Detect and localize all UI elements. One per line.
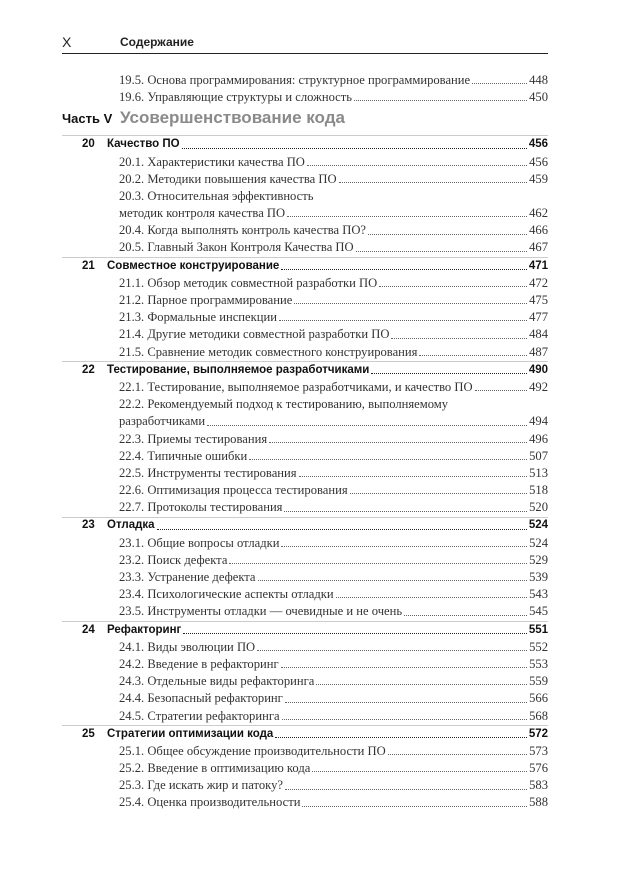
entry-title: 22.5. Инструменты тестирования	[119, 465, 297, 480]
toc-entry[interactable]	[62, 326, 548, 343]
entry-page: 475	[529, 293, 548, 308]
toc-entry[interactable]	[62, 171, 548, 188]
entry-title: 22.2. Рекомендуемый подход к тестированию, выполняемому	[119, 397, 449, 412]
toc-entry[interactable]	[62, 188, 548, 205]
entry-page: 576	[529, 761, 548, 776]
dot-leader	[350, 493, 527, 494]
entry-page: 494	[529, 414, 548, 429]
chapter-title: Тестирование, выполняемое разработчиками	[107, 363, 370, 376]
toc-entry-continuation[interactable]	[62, 413, 548, 430]
dot-leader	[472, 83, 527, 84]
toc-entry[interactable]	[62, 743, 548, 760]
dot-leader	[354, 100, 527, 101]
entry-title: 19.5. Основа программирования: структурное программирование	[119, 72, 471, 87]
dot-leader	[302, 806, 527, 807]
entry-page: 559	[529, 674, 548, 689]
entry-title: 22.1. Тестирование, выполняемое разработчиками, и качество ПО	[119, 379, 473, 394]
entry-page: 543	[529, 587, 548, 602]
dot-leader	[307, 165, 527, 166]
chapter-number: 20	[82, 138, 95, 151]
toc-entry[interactable]	[62, 309, 548, 326]
dot-leader	[285, 702, 527, 703]
dot-leader	[475, 390, 528, 391]
dot-leader	[312, 771, 527, 772]
dot-leader	[284, 511, 527, 512]
running-header	[62, 34, 548, 54]
toc-entry[interactable]	[62, 482, 548, 499]
entry-page: 492	[529, 379, 548, 394]
chapter-page: 490	[528, 363, 548, 376]
chapter-entry[interactable]	[62, 257, 548, 275]
dot-leader	[269, 442, 527, 443]
entry-title: 21.4. Другие методики совместной разработки ПО	[119, 327, 390, 342]
entry-page: 472	[529, 275, 548, 290]
chapter-entry[interactable]	[62, 621, 548, 639]
dot-leader	[379, 286, 527, 287]
chapter-number: 25	[82, 727, 95, 740]
entry-page: 545	[529, 604, 548, 619]
toc-entry[interactable]	[62, 431, 548, 448]
entry-title: 20.1. Характеристики качества ПО	[119, 154, 305, 169]
dot-leader	[419, 355, 527, 356]
dot-leader	[371, 373, 526, 374]
chapter-number: 21	[82, 259, 95, 272]
dot-leader	[258, 580, 528, 581]
entry-page: 583	[529, 778, 548, 793]
chapter-page: 456	[528, 138, 548, 151]
chapter-number: 23	[82, 519, 95, 532]
page-number: X	[62, 34, 72, 50]
entry-title: 23.3. Устранение дефекта	[119, 570, 256, 585]
toc-entry[interactable]	[62, 275, 548, 292]
entry-title: 24.5. Стратегии рефакторинга	[119, 708, 280, 723]
dot-leader	[388, 754, 527, 755]
dot-leader	[368, 234, 527, 235]
dot-leader	[229, 563, 527, 564]
entry-title: 24.1. Виды эволюции ПО	[119, 639, 256, 654]
toc-entry[interactable]	[62, 154, 548, 171]
entry-title: 24.4. Безопасный рефакторинг	[119, 691, 283, 706]
entry-page: 573	[529, 743, 548, 758]
dot-leader	[182, 148, 527, 149]
toc-entry[interactable]	[62, 552, 548, 569]
toc-entry[interactable]	[62, 344, 548, 361]
dot-leader	[275, 737, 527, 738]
part-label: Часть V	[62, 111, 113, 127]
entry-title: 24.3. Отдельные виды рефакторинга	[119, 674, 315, 689]
entry-title: 20.4. Когда выполнять контроль качества ПО?	[119, 223, 366, 238]
part-title: Усовершенствование кода	[120, 108, 345, 128]
entry-page: 588	[529, 795, 548, 810]
toc-entry[interactable]	[62, 777, 548, 794]
toc-entry[interactable]	[62, 795, 548, 812]
toc-entry-continuation[interactable]	[62, 205, 548, 222]
table-of-contents	[62, 72, 548, 812]
entry-title: 20.2. Методики повышения качества ПО	[119, 171, 337, 186]
entry-title-continued: разработчиками	[119, 414, 206, 429]
dot-leader	[287, 216, 527, 217]
entry-title-continued: методик контроля качества ПО	[119, 206, 286, 221]
toc-entry[interactable]	[62, 656, 548, 673]
entry-title: 22.4. Типичные ошибки	[119, 448, 248, 463]
entry-title: 25.2. Введение в оптимизацию кода	[119, 761, 311, 776]
toc-entry[interactable]	[62, 379, 548, 396]
entry-title: 19.6. Управляющие структуры и сложность	[119, 90, 353, 105]
entry-page: 552	[529, 639, 548, 654]
chapter-title: Совместное конструирование	[107, 259, 280, 272]
entry-page: 459	[529, 171, 548, 186]
entry-title: 23.5. Инструменты отладки — очевидные и не очень	[119, 604, 403, 619]
dot-leader	[356, 251, 527, 252]
chapter-title: Рефакторинг	[107, 623, 182, 636]
toc-entry[interactable]	[62, 465, 548, 482]
chapter-number: 22	[82, 363, 95, 376]
running-title: Содержание	[120, 35, 194, 49]
toc-entry[interactable]	[62, 586, 548, 603]
entry-title: 25.3. Где искать жир и патоку?	[119, 778, 283, 793]
entry-page: 466	[529, 223, 548, 238]
entry-page: 477	[529, 310, 548, 325]
entry-page: 518	[529, 483, 548, 498]
toc-entry[interactable]	[62, 690, 548, 707]
dot-leader	[316, 684, 527, 685]
dot-leader	[281, 269, 527, 270]
entry-title: 22.6. Оптимизация процесса тестирования	[119, 483, 348, 498]
entry-title: 25.4. Оценка производительности	[119, 795, 301, 810]
toc-entry[interactable]	[62, 222, 548, 239]
toc-entry[interactable]	[62, 89, 548, 106]
entry-page: 513	[529, 465, 548, 480]
chapter-title: Стратегии оптимизации кода	[107, 727, 274, 740]
part-heading	[62, 108, 548, 135]
entry-page: 450	[529, 90, 548, 105]
entry-page: 520	[529, 500, 548, 515]
dot-leader	[281, 667, 527, 668]
toc-entry[interactable]	[62, 603, 548, 620]
entry-title: 22.7. Протоколы тестирования	[119, 500, 283, 515]
entry-title: 23.4. Психологические аспекты отладки	[119, 587, 334, 602]
toc-entry[interactable]	[62, 396, 548, 413]
entry-title: 22.3. Приемы тестирования	[119, 431, 268, 446]
chapter-entry[interactable]	[62, 361, 548, 379]
chapter-number: 24	[82, 623, 95, 636]
toc-entry[interactable]	[62, 240, 548, 257]
dot-leader	[285, 789, 527, 790]
entry-page: 487	[529, 344, 548, 359]
entry-title: 21.3. Формальные инспекции	[119, 310, 277, 325]
chapter-entry[interactable]	[62, 725, 548, 743]
entry-page: 529	[529, 552, 548, 567]
dot-leader	[157, 529, 527, 530]
entry-page: 507	[529, 448, 548, 463]
entry-page: 496	[529, 431, 548, 446]
entry-title: 24.2. Введение в рефакторинг	[119, 656, 279, 671]
dot-leader	[207, 425, 527, 426]
toc-entry[interactable]	[62, 292, 548, 309]
toc-entry[interactable]	[62, 448, 548, 465]
dot-leader	[391, 338, 527, 339]
chapter-page: 524	[528, 519, 548, 532]
dot-leader	[282, 719, 528, 720]
entry-page: 448	[529, 72, 548, 87]
entry-title: 25.1. Общее обсуждение производительности ПО	[119, 743, 386, 758]
dot-leader	[339, 182, 528, 183]
entry-page: 553	[529, 656, 548, 671]
toc-entry[interactable]	[62, 535, 548, 552]
dot-leader	[404, 615, 527, 616]
entry-page: 539	[529, 570, 548, 585]
toc-entry[interactable]	[62, 708, 548, 725]
toc-entry[interactable]	[62, 673, 548, 690]
chapter-entry[interactable]	[62, 517, 548, 535]
toc-entry[interactable]	[62, 760, 548, 777]
dot-leader	[299, 476, 528, 477]
dot-leader	[249, 459, 527, 460]
chapter-page: 572	[528, 727, 548, 740]
entry-page: 484	[529, 327, 548, 342]
entry-title: 23.1. Общие вопросы отладки	[119, 535, 280, 550]
entry-title: 20.5. Главный Закон Контроля Качества ПО	[119, 240, 354, 255]
entry-title: 21.5. Сравнение методик совместного конструирования	[119, 344, 418, 359]
chapter-title: Качество ПО	[107, 138, 180, 151]
entry-page: 568	[529, 708, 548, 723]
entry-page: 524	[529, 535, 548, 550]
chapter-page: 551	[528, 623, 548, 636]
entry-page: 566	[529, 691, 548, 706]
dot-leader	[281, 546, 527, 547]
dot-leader	[257, 650, 527, 651]
toc-entry[interactable]	[62, 499, 548, 516]
entry-title: 20.3. Относительная эффективность	[119, 188, 314, 203]
entry-title: 21.1. Обзор методик совместной разработки ПО	[119, 275, 378, 290]
dot-leader	[279, 320, 527, 321]
entry-page: 467	[529, 240, 548, 255]
entry-page: 462	[529, 206, 548, 221]
chapter-title: Отладка	[107, 519, 155, 532]
entry-title: 21.2. Парное программирование	[119, 293, 293, 308]
chapter-entry[interactable]	[62, 135, 548, 153]
chapter-page: 471	[528, 259, 548, 272]
dot-leader	[294, 303, 527, 304]
toc-entry[interactable]	[62, 569, 548, 586]
toc-entry[interactable]	[62, 72, 548, 89]
entry-title: 23.2. Поиск дефекта	[119, 552, 228, 567]
dot-leader	[336, 597, 527, 598]
toc-entry[interactable]	[62, 639, 548, 656]
entry-page: 456	[529, 154, 548, 169]
dot-leader	[183, 633, 526, 634]
